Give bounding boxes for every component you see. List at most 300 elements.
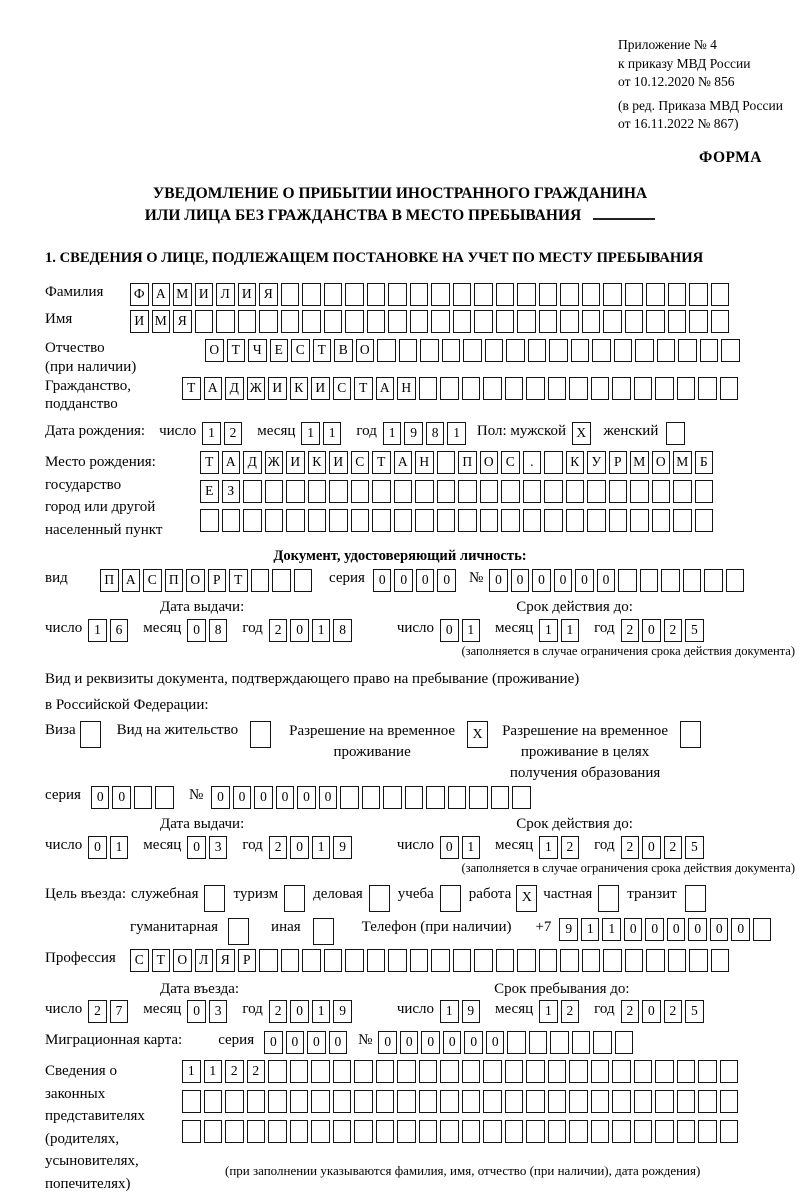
- char-cell[interactable]: [677, 1090, 696, 1113]
- char-cell[interactable]: [603, 283, 622, 306]
- char-cell[interactable]: С: [333, 377, 352, 400]
- char-cell[interactable]: [367, 283, 386, 306]
- char-cell[interactable]: [204, 1090, 223, 1113]
- char-cell[interactable]: Л: [195, 949, 214, 972]
- char-cell[interactable]: О: [356, 339, 375, 362]
- char-cell[interactable]: 0: [297, 786, 316, 809]
- char-cell[interactable]: 1: [110, 836, 129, 859]
- char-cell[interactable]: [612, 377, 631, 400]
- char-cell[interactable]: 2: [664, 836, 683, 859]
- char-cell[interactable]: [204, 1120, 223, 1143]
- char-cell[interactable]: [372, 509, 391, 532]
- char-cell[interactable]: 0: [394, 569, 413, 592]
- char-cell[interactable]: [646, 283, 665, 306]
- char-cell[interactable]: 1: [301, 422, 320, 445]
- purpose-humanitarian-checkbox[interactable]: [228, 918, 249, 945]
- char-cell[interactable]: [569, 1120, 588, 1143]
- char-cell[interactable]: О: [480, 451, 499, 474]
- char-cell[interactable]: [652, 480, 671, 503]
- char-cell[interactable]: [437, 480, 456, 503]
- char-cell[interactable]: [483, 1120, 502, 1143]
- char-cell[interactable]: [268, 1060, 287, 1083]
- char-cell[interactable]: [333, 1090, 352, 1113]
- char-cell[interactable]: [376, 1060, 395, 1083]
- char-cell[interactable]: 0: [642, 836, 661, 859]
- char-cell[interactable]: [410, 949, 429, 972]
- char-cell[interactable]: 0: [624, 918, 643, 941]
- purpose-private-checkbox[interactable]: [598, 885, 619, 912]
- char-cell[interactable]: [512, 786, 531, 809]
- char-cell[interactable]: [483, 1060, 502, 1083]
- char-cell[interactable]: [286, 480, 305, 503]
- char-cell[interactable]: [523, 480, 542, 503]
- char-cell[interactable]: 2: [269, 836, 288, 859]
- char-cell[interactable]: [560, 283, 579, 306]
- char-cell[interactable]: [582, 283, 601, 306]
- char-cell[interactable]: [711, 310, 730, 333]
- char-cell[interactable]: [603, 949, 622, 972]
- char-cell[interactable]: [526, 1090, 545, 1113]
- char-cell[interactable]: 1: [204, 1060, 223, 1083]
- char-cell[interactable]: 1: [581, 918, 600, 941]
- char-cell[interactable]: [195, 310, 214, 333]
- char-cell[interactable]: Ф: [130, 283, 149, 306]
- char-cell[interactable]: 2: [621, 619, 640, 642]
- char-cell[interactable]: [571, 339, 590, 362]
- char-cell[interactable]: [506, 339, 525, 362]
- char-cell[interactable]: [397, 1060, 416, 1083]
- char-cell[interactable]: [265, 480, 284, 503]
- char-cell[interactable]: [463, 339, 482, 362]
- char-cell[interactable]: С: [130, 949, 149, 972]
- char-cell[interactable]: [630, 509, 649, 532]
- char-cell[interactable]: [437, 509, 456, 532]
- char-cell[interactable]: [268, 1090, 287, 1113]
- char-cell[interactable]: [566, 480, 585, 503]
- char-cell[interactable]: П: [165, 569, 184, 592]
- char-cell[interactable]: 2: [664, 1000, 683, 1023]
- char-cell[interactable]: [523, 509, 542, 532]
- char-cell[interactable]: 0: [667, 918, 686, 941]
- char-cell[interactable]: [311, 1060, 330, 1083]
- char-cell[interactable]: Я: [173, 310, 192, 333]
- char-cell[interactable]: У: [587, 451, 606, 474]
- char-cell[interactable]: [311, 1090, 330, 1113]
- char-cell[interactable]: [397, 1120, 416, 1143]
- char-cell[interactable]: [582, 949, 601, 972]
- char-cell[interactable]: А: [376, 377, 395, 400]
- char-cell[interactable]: [324, 283, 343, 306]
- char-cell[interactable]: [625, 949, 644, 972]
- char-cell[interactable]: 0: [254, 786, 273, 809]
- char-cell[interactable]: [480, 509, 499, 532]
- char-cell[interactable]: 0: [416, 569, 435, 592]
- char-cell[interactable]: 0: [597, 569, 616, 592]
- purpose-work-checkbox[interactable]: X: [516, 885, 537, 912]
- char-cell[interactable]: [673, 480, 692, 503]
- char-cell[interactable]: [677, 1060, 696, 1083]
- char-cell[interactable]: [539, 283, 558, 306]
- char-cell[interactable]: [666, 422, 685, 445]
- char-cell[interactable]: [376, 1120, 395, 1143]
- char-cell[interactable]: [259, 949, 278, 972]
- char-cell[interactable]: [182, 1120, 201, 1143]
- char-cell[interactable]: [501, 480, 520, 503]
- char-cell[interactable]: 0: [731, 918, 750, 941]
- char-cell[interactable]: П: [100, 569, 119, 592]
- char-cell[interactable]: [367, 949, 386, 972]
- char-cell[interactable]: [548, 1090, 567, 1113]
- char-cell[interactable]: [397, 1090, 416, 1113]
- char-cell[interactable]: Ч: [248, 339, 267, 362]
- char-cell[interactable]: 2: [269, 1000, 288, 1023]
- char-cell[interactable]: 1: [182, 1060, 201, 1083]
- char-cell[interactable]: 0: [264, 1031, 283, 1054]
- char-cell[interactable]: [700, 339, 719, 362]
- char-cell[interactable]: [655, 1120, 674, 1143]
- char-cell[interactable]: [259, 310, 278, 333]
- char-cell[interactable]: Т: [227, 339, 246, 362]
- char-cell[interactable]: [548, 377, 567, 400]
- char-cell[interactable]: К: [566, 451, 585, 474]
- char-cell[interactable]: [544, 451, 563, 474]
- char-cell[interactable]: 2: [225, 1060, 244, 1083]
- char-cell[interactable]: 2: [247, 1060, 266, 1083]
- char-cell[interactable]: [340, 786, 359, 809]
- char-cell[interactable]: [698, 1120, 717, 1143]
- char-cell[interactable]: [609, 480, 628, 503]
- char-cell[interactable]: Л: [216, 283, 235, 306]
- char-cell[interactable]: К: [290, 377, 309, 400]
- char-cell[interactable]: [247, 1090, 266, 1113]
- char-cell[interactable]: [419, 1090, 438, 1113]
- char-cell[interactable]: [526, 1120, 545, 1143]
- residence-permit-checkbox[interactable]: [250, 721, 271, 748]
- char-cell[interactable]: [677, 377, 696, 400]
- char-cell[interactable]: 2: [224, 422, 243, 445]
- char-cell[interactable]: Е: [270, 339, 289, 362]
- char-cell[interactable]: [458, 480, 477, 503]
- char-cell[interactable]: 1: [440, 1000, 459, 1023]
- char-cell[interactable]: [668, 310, 687, 333]
- char-cell[interactable]: Я: [259, 283, 278, 306]
- char-cell[interactable]: [311, 1120, 330, 1143]
- char-cell[interactable]: [526, 1060, 545, 1083]
- char-cell[interactable]: З: [222, 480, 241, 503]
- char-cell[interactable]: 1: [447, 422, 466, 445]
- char-cell[interactable]: А: [204, 377, 223, 400]
- char-cell[interactable]: [689, 949, 708, 972]
- char-cell[interactable]: [290, 1120, 309, 1143]
- char-cell[interactable]: 0: [575, 569, 594, 592]
- char-cell[interactable]: [634, 1120, 653, 1143]
- char-cell[interactable]: [462, 1120, 481, 1143]
- char-cell[interactable]: [720, 1060, 739, 1083]
- char-cell[interactable]: Т: [200, 451, 219, 474]
- char-cell[interactable]: Н: [415, 451, 434, 474]
- char-cell[interactable]: [549, 339, 568, 362]
- char-cell[interactable]: [496, 310, 515, 333]
- char-cell[interactable]: [695, 509, 714, 532]
- char-cell[interactable]: Я: [216, 949, 235, 972]
- char-cell[interactable]: [560, 310, 579, 333]
- char-cell[interactable]: 0: [290, 619, 309, 642]
- char-cell[interactable]: [238, 310, 257, 333]
- char-cell[interactable]: [591, 1060, 610, 1083]
- char-cell[interactable]: [683, 569, 702, 592]
- char-cell[interactable]: [442, 339, 461, 362]
- char-cell[interactable]: Е: [200, 480, 219, 503]
- char-cell[interactable]: [485, 339, 504, 362]
- char-cell[interactable]: 0: [440, 836, 459, 859]
- char-cell[interactable]: [216, 310, 235, 333]
- char-cell[interactable]: [440, 1060, 459, 1083]
- char-cell[interactable]: [539, 310, 558, 333]
- char-cell[interactable]: [431, 310, 450, 333]
- char-cell[interactable]: 2: [664, 619, 683, 642]
- char-cell[interactable]: [281, 283, 300, 306]
- char-cell[interactable]: Н: [397, 377, 416, 400]
- char-cell[interactable]: [272, 569, 291, 592]
- char-cell[interactable]: [474, 283, 493, 306]
- char-cell[interactable]: [615, 1031, 634, 1054]
- char-cell[interactable]: 0: [373, 569, 392, 592]
- char-cell[interactable]: [354, 1060, 373, 1083]
- char-cell[interactable]: 2: [621, 836, 640, 859]
- purpose-other-checkbox[interactable]: [313, 918, 334, 945]
- char-cell[interactable]: 0: [233, 786, 252, 809]
- char-cell[interactable]: 0: [421, 1031, 440, 1054]
- char-cell[interactable]: 0: [688, 918, 707, 941]
- char-cell[interactable]: Ж: [265, 451, 284, 474]
- char-cell[interactable]: 9: [559, 918, 578, 941]
- temp-residence-education-checkbox[interactable]: [680, 721, 701, 748]
- char-cell[interactable]: [698, 377, 717, 400]
- char-cell[interactable]: 1: [561, 619, 580, 642]
- char-cell[interactable]: 8: [209, 619, 228, 642]
- char-cell[interactable]: [612, 1120, 631, 1143]
- char-cell[interactable]: 0: [532, 569, 551, 592]
- char-cell[interactable]: [222, 509, 241, 532]
- char-cell[interactable]: П: [458, 451, 477, 474]
- char-cell[interactable]: [308, 509, 327, 532]
- char-cell[interactable]: 0: [642, 1000, 661, 1023]
- char-cell[interactable]: 0: [489, 569, 508, 592]
- char-cell[interactable]: [673, 509, 692, 532]
- char-cell[interactable]: И: [311, 377, 330, 400]
- char-cell[interactable]: [281, 949, 300, 972]
- char-cell[interactable]: [505, 377, 524, 400]
- purpose-study-checkbox[interactable]: [440, 885, 461, 912]
- char-cell[interactable]: [753, 918, 772, 941]
- char-cell[interactable]: [251, 569, 270, 592]
- char-cell[interactable]: И: [329, 451, 348, 474]
- char-cell[interactable]: [329, 480, 348, 503]
- char-cell[interactable]: 1: [383, 422, 402, 445]
- char-cell[interactable]: [640, 569, 659, 592]
- char-cell[interactable]: [351, 480, 370, 503]
- char-cell[interactable]: [566, 509, 585, 532]
- char-cell[interactable]: [265, 509, 284, 532]
- char-cell[interactable]: [415, 480, 434, 503]
- char-cell[interactable]: [437, 451, 456, 474]
- char-cell[interactable]: 0: [88, 836, 107, 859]
- char-cell[interactable]: [591, 377, 610, 400]
- char-cell[interactable]: [440, 377, 459, 400]
- char-cell[interactable]: [394, 480, 413, 503]
- char-cell[interactable]: [399, 339, 418, 362]
- char-cell[interactable]: 5: [685, 1000, 704, 1023]
- char-cell[interactable]: [200, 509, 219, 532]
- char-cell[interactable]: [388, 310, 407, 333]
- char-cell[interactable]: [420, 339, 439, 362]
- char-cell[interactable]: Т: [372, 451, 391, 474]
- char-cell[interactable]: [517, 310, 536, 333]
- char-cell[interactable]: [726, 569, 745, 592]
- char-cell[interactable]: [678, 339, 697, 362]
- char-cell[interactable]: [155, 786, 174, 809]
- char-cell[interactable]: [410, 310, 429, 333]
- char-cell[interactable]: И: [286, 451, 305, 474]
- visa-checkbox[interactable]: [80, 721, 101, 748]
- char-cell[interactable]: [426, 786, 445, 809]
- char-cell[interactable]: [569, 1060, 588, 1083]
- char-cell[interactable]: О: [205, 339, 224, 362]
- char-cell[interactable]: [440, 1120, 459, 1143]
- char-cell[interactable]: [462, 1090, 481, 1113]
- char-cell[interactable]: 3: [209, 836, 228, 859]
- char-cell[interactable]: 1: [602, 918, 621, 941]
- char-cell[interactable]: С: [351, 451, 370, 474]
- char-cell[interactable]: 0: [187, 1000, 206, 1023]
- char-cell[interactable]: 2: [561, 836, 580, 859]
- char-cell[interactable]: Б: [695, 451, 714, 474]
- char-cell[interactable]: М: [673, 451, 692, 474]
- char-cell[interactable]: 2: [269, 619, 288, 642]
- char-cell[interactable]: 0: [554, 569, 573, 592]
- char-cell[interactable]: [474, 949, 493, 972]
- char-cell[interactable]: Ж: [247, 377, 266, 400]
- char-cell[interactable]: [394, 509, 413, 532]
- char-cell[interactable]: 0: [276, 786, 295, 809]
- char-cell[interactable]: М: [173, 283, 192, 306]
- char-cell[interactable]: [668, 283, 687, 306]
- char-cell[interactable]: [539, 949, 558, 972]
- char-cell[interactable]: [225, 1120, 244, 1143]
- char-cell[interactable]: [548, 1060, 567, 1083]
- char-cell[interactable]: 8: [333, 619, 352, 642]
- char-cell[interactable]: Р: [238, 949, 257, 972]
- char-cell[interactable]: 2: [561, 1000, 580, 1023]
- char-cell[interactable]: [324, 949, 343, 972]
- char-cell[interactable]: [247, 1120, 266, 1143]
- temp-residence-checkbox[interactable]: X: [467, 721, 488, 748]
- char-cell[interactable]: 1: [202, 422, 221, 445]
- char-cell[interactable]: [695, 480, 714, 503]
- purpose-official-checkbox[interactable]: [204, 885, 225, 912]
- char-cell[interactable]: [333, 1060, 352, 1083]
- char-cell[interactable]: [453, 949, 472, 972]
- char-cell[interactable]: 2: [621, 1000, 640, 1023]
- char-cell[interactable]: 0: [378, 1031, 397, 1054]
- char-cell[interactable]: 0: [443, 1031, 462, 1054]
- char-cell[interactable]: 0: [112, 786, 131, 809]
- char-cell[interactable]: [431, 283, 450, 306]
- char-cell[interactable]: [377, 339, 396, 362]
- char-cell[interactable]: 1: [539, 619, 558, 642]
- char-cell[interactable]: [333, 1120, 352, 1143]
- char-cell[interactable]: [572, 1031, 591, 1054]
- char-cell[interactable]: [720, 1090, 739, 1113]
- char-cell[interactable]: К: [308, 451, 327, 474]
- char-cell[interactable]: [345, 283, 364, 306]
- char-cell[interactable]: [372, 480, 391, 503]
- char-cell[interactable]: [354, 1090, 373, 1113]
- char-cell[interactable]: А: [222, 451, 241, 474]
- char-cell[interactable]: [655, 1060, 674, 1083]
- char-cell[interactable]: [243, 509, 262, 532]
- char-cell[interactable]: [480, 480, 499, 503]
- char-cell[interactable]: [362, 786, 381, 809]
- char-cell[interactable]: [308, 480, 327, 503]
- char-cell[interactable]: [448, 786, 467, 809]
- char-cell[interactable]: [388, 283, 407, 306]
- char-cell[interactable]: [634, 1060, 653, 1083]
- char-cell[interactable]: 0: [187, 619, 206, 642]
- char-cell[interactable]: [698, 1090, 717, 1113]
- char-cell[interactable]: [720, 1120, 739, 1143]
- char-cell[interactable]: 0: [290, 836, 309, 859]
- char-cell[interactable]: [324, 310, 343, 333]
- char-cell[interactable]: [720, 377, 739, 400]
- char-cell[interactable]: [281, 310, 300, 333]
- char-cell[interactable]: [592, 339, 611, 362]
- char-cell[interactable]: [268, 1120, 287, 1143]
- char-cell[interactable]: Р: [609, 451, 628, 474]
- char-cell[interactable]: И: [195, 283, 214, 306]
- char-cell[interactable]: 0: [329, 1031, 348, 1054]
- char-cell[interactable]: 1: [312, 1000, 331, 1023]
- char-cell[interactable]: [134, 786, 153, 809]
- char-cell[interactable]: 1: [323, 422, 342, 445]
- char-cell[interactable]: [661, 569, 680, 592]
- char-cell[interactable]: [505, 1060, 524, 1083]
- char-cell[interactable]: [721, 339, 740, 362]
- char-cell[interactable]: Д: [225, 377, 244, 400]
- char-cell[interactable]: И: [130, 310, 149, 333]
- char-cell[interactable]: [290, 1060, 309, 1083]
- char-cell[interactable]: 0: [486, 1031, 505, 1054]
- char-cell[interactable]: [544, 480, 563, 503]
- char-cell[interactable]: 1: [312, 836, 331, 859]
- char-cell[interactable]: [431, 949, 450, 972]
- char-cell[interactable]: М: [152, 310, 171, 333]
- char-cell[interactable]: 0: [645, 918, 664, 941]
- char-cell[interactable]: [587, 509, 606, 532]
- char-cell[interactable]: О: [186, 569, 205, 592]
- char-cell[interactable]: 1: [88, 619, 107, 642]
- char-cell[interactable]: 0: [437, 569, 456, 592]
- char-cell[interactable]: [677, 1120, 696, 1143]
- char-cell[interactable]: А: [122, 569, 141, 592]
- char-cell[interactable]: [646, 949, 665, 972]
- char-cell[interactable]: [657, 339, 676, 362]
- char-cell[interactable]: Р: [208, 569, 227, 592]
- char-cell[interactable]: [419, 377, 438, 400]
- char-cell[interactable]: [474, 310, 493, 333]
- char-cell[interactable]: [410, 283, 429, 306]
- char-cell[interactable]: [528, 339, 547, 362]
